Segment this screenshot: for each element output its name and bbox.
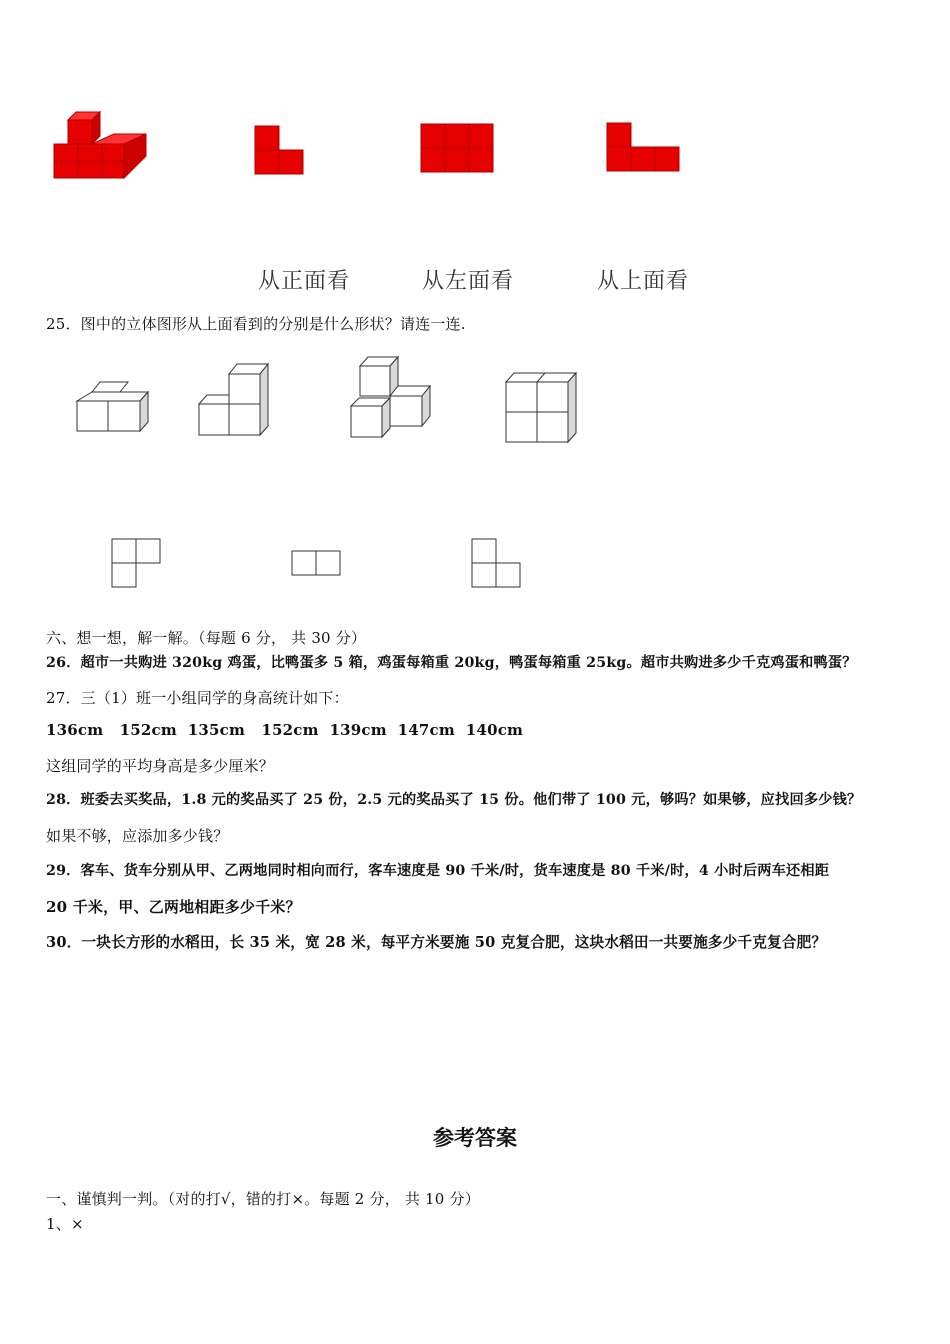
solid-figure-d [504,372,580,444]
question-28-line-2: 如果不够，应添加多少钱？ [46,827,229,845]
answer-item-1: 1、× [46,1215,84,1233]
front-view-label: 从正面看 [258,269,351,294]
red-left-view [420,123,494,173]
answers-section-1: 一、谨慎判一判。（对的打√，错的打×。每题 2 分， 共 10 分） [46,1190,480,1208]
question-28-line-1: 28．班委去买奖品，1.8 元的奖品买了 25 份，2.5 元的奖品买了 15 份。他们带了 100 元，够吗？如果够，应找回多少钱？ [46,792,862,808]
question-26: 26．超市一共购进 320kg 鸡蛋，比鸭蛋多 5 箱，鸡蛋每箱重 20kg，鸭蛋每箱重 25kg。超市共购进多少千克鸡蛋和鸭蛋？ [46,655,857,671]
top-view-label: 从上面看 [597,269,690,294]
section-6-heading: 六、想一想，解一解。（每题 6 分， 共 30 分） [46,629,367,647]
top-view-shape-1 [111,538,163,590]
question-27: 27．三（1）班一小组同学的身高统计如下： [46,689,349,707]
left-view-label: 从左面看 [422,269,515,294]
question-27-ask: 这组同学的平均身高是多少厘米？ [46,757,275,775]
red-top-view [606,122,680,172]
top-view-shape-3 [471,538,523,590]
question-30: 30．一块长方形的水稻田，长 35 米，宽 28 米，每平方米要施 50 克复合肥，这块水稻田一共要施多少千克复合肥？ [46,934,827,951]
solid-figure-c [350,356,434,440]
question-25: 25．图中的立体图形从上面看到的分别是什么形状？请连一连. [46,315,466,333]
answers-title: 参考答案 [433,1126,517,1150]
red-front-view [254,125,304,175]
top-view-shape-2 [291,550,343,578]
question-27-heights: 136cm 152cm 135cm 152cm 139cm 147cm 140cm [46,721,524,739]
red-solid-3d-figure [54,110,150,184]
solid-figure-b [198,362,272,438]
question-29-line-2: 20 千米，甲、乙两地相距多少千米？ [46,898,301,916]
solid-figure-a [76,380,152,434]
question-29-line-1: 29．客车、货车分别从甲、乙两地同时相向而行，客车速度是 90 千米/时，货车速度是 80 千米/时，4 小时后两车还相距 [46,863,830,879]
